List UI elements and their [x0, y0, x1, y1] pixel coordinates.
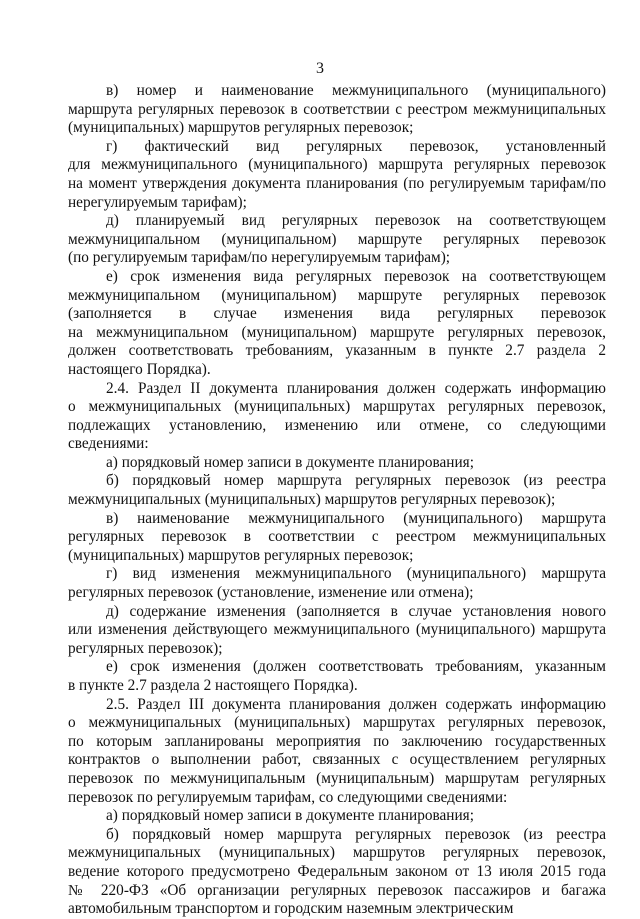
text-line: ведение которого предусмотрено Федеральным законом от 13 июля 2015 года — [68, 862, 606, 880]
text-line: межмуниципальном (муниципальном) маршруте регулярных перевозок — [68, 286, 606, 304]
text-line: в) наименование межмуниципального (муниципального) маршрута — [106, 509, 606, 527]
text-line: перевозок по регулируемым тарифам, со следующими сведениями: — [68, 788, 508, 806]
text-line: (муниципальных) маршрутов регулярных перевозок; — [68, 546, 414, 564]
paragraph — [68, 82, 606, 138]
text-line: межмуниципальных (муниципальных) маршрутов регулярных перевозок, — [68, 844, 606, 862]
text-line: в пункте 2.7 раздела 2 настоящего Порядка). — [68, 677, 358, 694]
text-line: на межмуниципальном (муниципальном) маршруте регулярных перевозок, — [68, 323, 606, 341]
text-line: регулярных перевозок (установление, изменение или отмена); — [68, 584, 474, 602]
text-line: а) порядковый номер записи в документе планирования; — [106, 453, 474, 471]
paragraph — [68, 212, 606, 268]
text-line: маршрута регулярных перевозок в соответствии с реестром межмуниципальных — [68, 100, 606, 118]
text-line: 2.4. Раздел II документа планирования должен содержать информацию — [106, 379, 606, 397]
text-line: подлежащих установлению, изменению или отмене, со следующими — [68, 416, 606, 434]
paragraph — [68, 658, 606, 695]
text-line: б) порядковый номер маршрута регулярных перевозок (из реестра — [106, 825, 606, 843]
text-line: нерегулируемым тарифам); — [68, 193, 247, 211]
text-line: о межмуниципальных (муниципальных) маршрутах регулярных перевозок, — [68, 398, 606, 416]
text-line: на момент утверждения документа планирования (по регулируемым тарифам/по — [68, 174, 606, 192]
text-line: настоящего Порядка). — [68, 360, 211, 378]
text-line: регулярных перевозок в соответствии с реестром межмуниципальных — [68, 528, 606, 546]
text-line: регулярных перевозок); — [68, 639, 223, 657]
text-line: о межмуниципальных (муниципальных) маршрутах регулярных перевозок, — [68, 714, 606, 732]
text-line: д) содержание изменения (заполняется в случае установления нового — [106, 602, 606, 620]
text-line: в) номер и наименование межмуниципального (муниципального) — [106, 82, 606, 99]
paragraph — [68, 380, 606, 454]
text-line: или изменения действующего межмуниципального (муниципального) маршрута — [68, 621, 606, 639]
paragraph — [68, 565, 606, 602]
text-line: межмуниципальном (муниципальном) маршруте регулярных перевозок — [68, 230, 606, 248]
text-line: контрактов о выполнении работ, связанных с осуществлением регулярных — [68, 751, 606, 769]
text-line: г) фактический вид регулярных перевозок, установленный — [106, 137, 606, 155]
text-line: а) порядковый номер записи в документе планирования; — [106, 807, 474, 825]
paragraph — [68, 696, 606, 808]
text-line: (по регулируемым тарифам/по нерегулируемым тарифам); — [68, 249, 451, 267]
text-line: г) вид изменения межмуниципального (муниципального) маршрута — [106, 565, 606, 583]
paragraph — [68, 510, 606, 566]
text-line: (муниципальных) маршрутов регулярных перевозок; — [68, 119, 414, 137]
text-line: б) порядковый номер маршрута регулярных перевозок (из реестра — [106, 472, 606, 490]
text-line: автомобильным транспортом и городским наземным электрическим — [68, 900, 514, 918]
text-line: е) срок изменения вида регулярных перевозок на соответствующем — [106, 267, 606, 285]
paragraph — [68, 454, 606, 473]
text-line: № 220-ФЗ «Об организации регулярных перевозок пассажиров и багажа — [68, 881, 606, 899]
paragraph — [68, 807, 606, 826]
text-line: должен соответствовать требованиям, указанным в пункте 2.7 раздела 2 — [68, 342, 606, 360]
text-line: по которым запланированы мероприятия по заключению государственных — [68, 732, 606, 750]
paragraph — [68, 268, 606, 380]
text-line: для межмуниципального (муниципального) маршрута регулярных перевозок — [68, 156, 606, 174]
text-line: межмуниципальных (муниципальных) маршрутов регулярных перевозок); — [68, 491, 556, 509]
text-line: д) планируемый вид регулярных перевозок на соответствующем — [106, 212, 606, 230]
paragraph — [68, 138, 606, 212]
text-line: е) срок изменения (должен соответствовать требованиям, указанным — [106, 658, 606, 676]
paragraph — [68, 603, 606, 659]
text-line: сведениями: — [68, 435, 149, 453]
paragraph — [68, 472, 606, 509]
page-number: 3 — [316, 60, 324, 77]
document-body — [68, 82, 606, 919]
text-line: (заполняется в случае изменения вида регулярных перевозок — [68, 305, 606, 323]
text-line: перевозок по межмуниципальным (муниципальным) маршрутам регулярных — [68, 769, 606, 787]
text-line: 2.5. Раздел III документа планирования должен содержать информацию — [106, 695, 606, 713]
